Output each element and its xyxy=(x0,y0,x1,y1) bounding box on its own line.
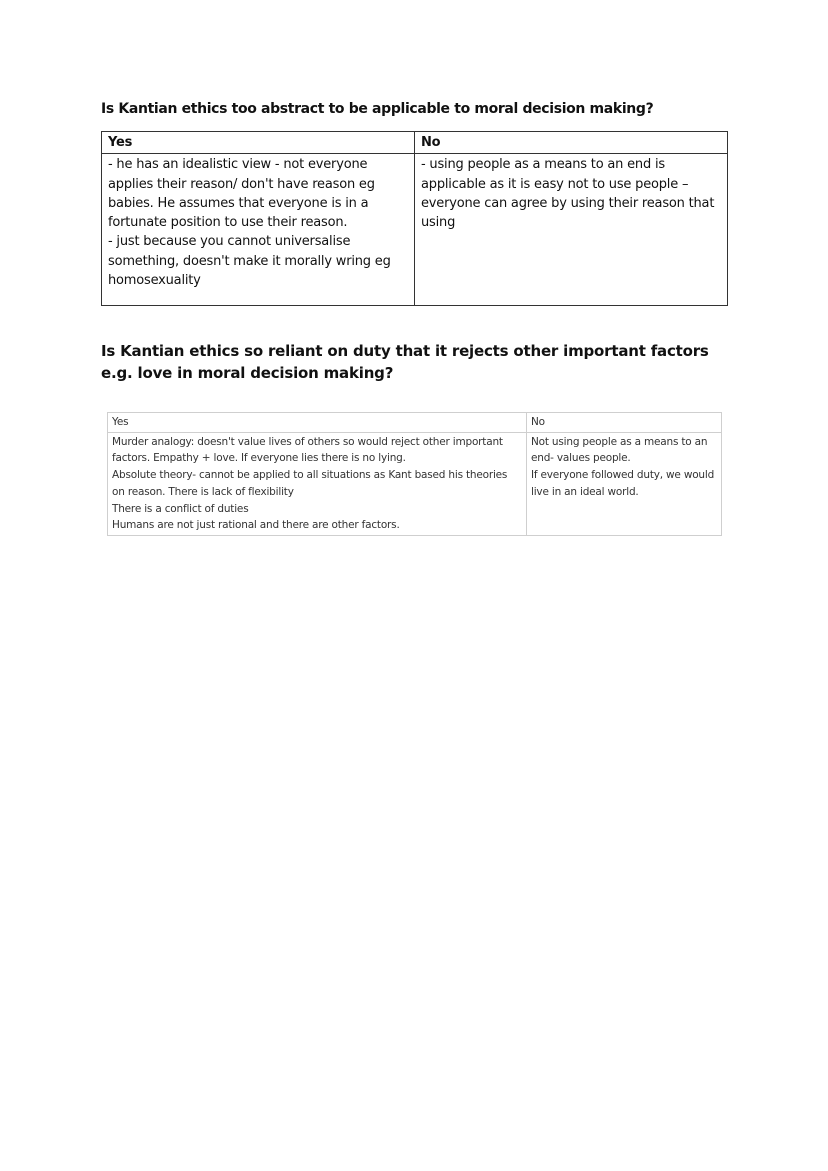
table-row xyxy=(108,432,722,535)
no-line: everyone can agree by using their reason that xyxy=(421,195,715,211)
table-row xyxy=(102,154,728,306)
table-header-row xyxy=(102,132,728,154)
yes-line: There is a conflict of duties xyxy=(112,502,249,515)
question-1-heading: Is Kantian ethics too abstract to be applicable to moral decision making? xyxy=(101,101,654,117)
no-cell xyxy=(527,432,722,535)
yes-line: homosexuality xyxy=(108,273,201,289)
yes-line: something, doesn't make it morally wring eg xyxy=(108,253,391,269)
no-line: applicable as it is easy not to use people – xyxy=(421,176,689,192)
yes-line: on reason. There is lack of flexibility xyxy=(112,485,294,498)
yes-line: factors. Empathy + love. If everyone lies there is no lying. xyxy=(112,452,406,465)
no-header: No xyxy=(415,132,728,154)
yes-line: applies their reason/ don't have reason eg xyxy=(108,176,375,192)
yes-line: Murder analogy: doesn't value lives of others so would reject other important xyxy=(112,435,503,448)
yes-cell xyxy=(108,432,527,535)
yes-header: Yes xyxy=(102,132,415,154)
no-line: Not using people as a means to an xyxy=(531,435,708,448)
question-2-heading: Is Kantian ethics so reliant on duty that it rejects other important factors e.g. love in moral decision making? xyxy=(101,342,709,382)
no-cell xyxy=(415,154,728,306)
yes-cell xyxy=(102,154,415,306)
no-line: end- values people. xyxy=(531,452,631,465)
question-1-table xyxy=(101,131,728,306)
yes-line: Humans are not just rational and there are other factors. xyxy=(112,519,400,532)
question-2-table xyxy=(107,412,722,536)
yes-header: Yes xyxy=(108,413,527,433)
table-header-row xyxy=(108,413,722,433)
no-line: live in an ideal world. xyxy=(531,485,639,498)
no-header: No xyxy=(527,413,722,433)
yes-line: fortunate position to use their reason. xyxy=(108,215,348,231)
no-line: If everyone followed duty, we would xyxy=(531,469,715,482)
no-line: using xyxy=(421,215,456,231)
no-line: - using people as a means to an end is xyxy=(421,157,665,173)
yes-line: babies. He assumes that everyone is in a xyxy=(108,195,369,211)
yes-line: - just because you cannot universalise xyxy=(108,234,351,250)
yes-line: Absolute theory- cannot be applied to all situations as Kant based his theories xyxy=(112,469,508,482)
yes-line: - he has an idealistic view - not everyone xyxy=(108,157,368,173)
